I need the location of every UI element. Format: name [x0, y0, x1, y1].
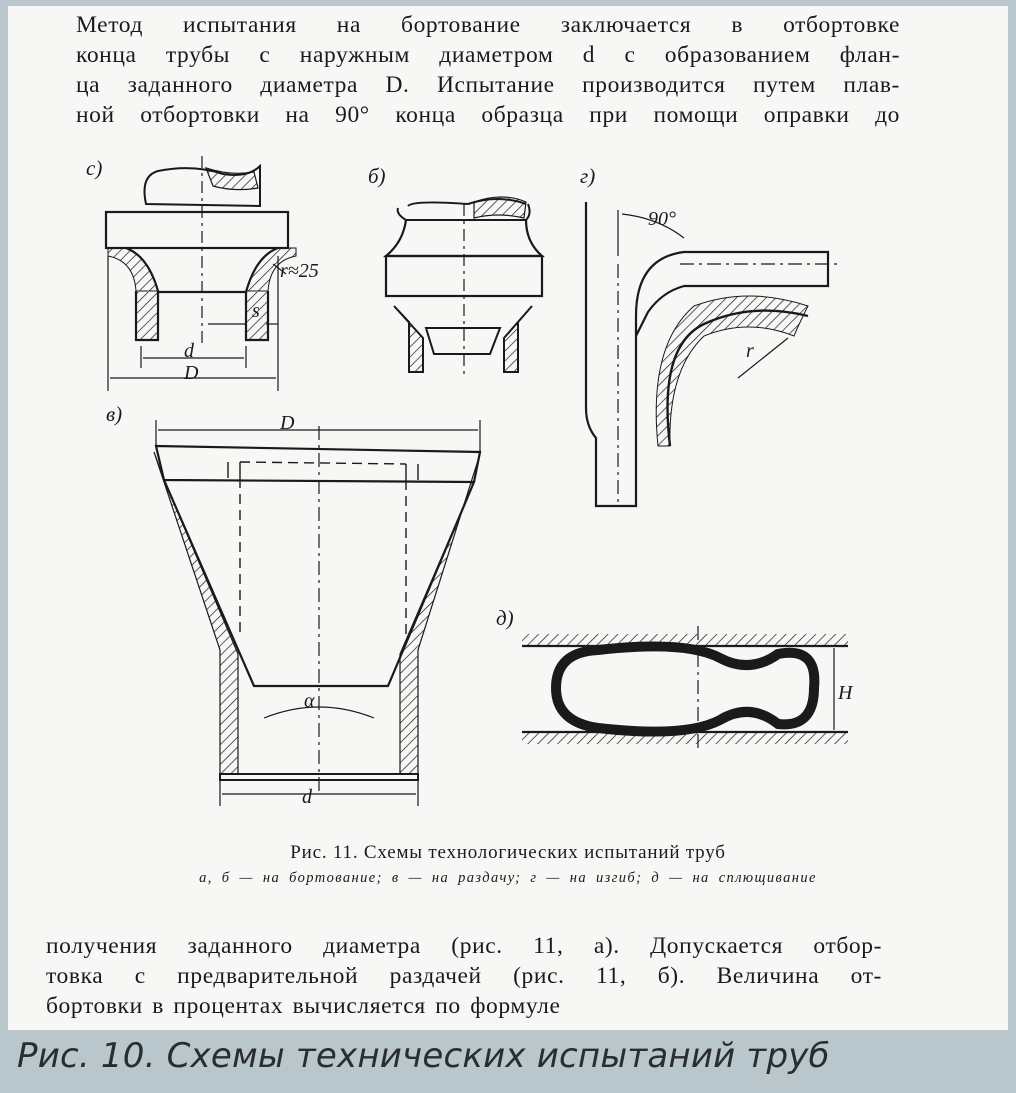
intro-line: ной отбортовки на 90° конца образца при помощи оправки до	[76, 102, 900, 128]
figure-caption: Рис. 11. Схемы технологических испытаний труб	[290, 842, 726, 863]
subfigure-b-preexpansion	[386, 197, 542, 378]
label-sub-v: в)	[106, 402, 123, 426]
dim-radius: r≈25	[280, 260, 319, 282]
outro-paragraph	[46, 931, 882, 1021]
subfigure-v-expansion	[154, 420, 480, 806]
label-sub-a: с)	[86, 156, 103, 180]
dim-d-bottom: d	[302, 786, 312, 808]
outro-line: бортовки в процентах вычисляется по формуле	[46, 993, 561, 1019]
bottom-caption: Рис. 10. Схемы технических испытаний труб	[17, 1036, 830, 1076]
dim-height: H	[838, 682, 853, 704]
intro-line: Метод испытания на бортование заключается в отбортовке	[76, 12, 900, 38]
scanned-page	[8, 6, 1008, 1030]
outro-line: товка с предварительной раздачей (рис. 11, б). Величина от-	[46, 963, 882, 989]
technical-figure	[8, 6, 1008, 836]
dim-inner-d: d	[184, 340, 194, 362]
label-sub-g: г)	[580, 164, 596, 188]
dim-D-top: D	[280, 412, 295, 434]
dim-angle: 90°	[648, 208, 676, 230]
subfigure-g-bending	[586, 202, 838, 506]
subfigure-a-flanging	[106, 156, 296, 391]
outro-line: получения заданного диаметра (рис. 11, а). Допускается отбор-	[46, 933, 882, 959]
intro-line: ца заданного диаметра D. Испытание производится путем плав-	[76, 72, 900, 98]
dim-outer-D: D	[184, 362, 199, 384]
figure-legend: а, б — на бортование; в — на раздачу; г — на изгиб; д — на сплющивание	[199, 870, 817, 886]
intro-line: конца трубы с наружным диаметром d с образованием флан-	[76, 42, 900, 68]
dim-bend-r: r	[746, 340, 754, 362]
label-sub-d: д)	[496, 606, 514, 630]
dim-thickness: s	[252, 300, 260, 322]
label-sub-b: б)	[368, 164, 386, 188]
dim-alpha: α	[304, 690, 315, 712]
subfigure-d-flattening	[522, 626, 848, 752]
